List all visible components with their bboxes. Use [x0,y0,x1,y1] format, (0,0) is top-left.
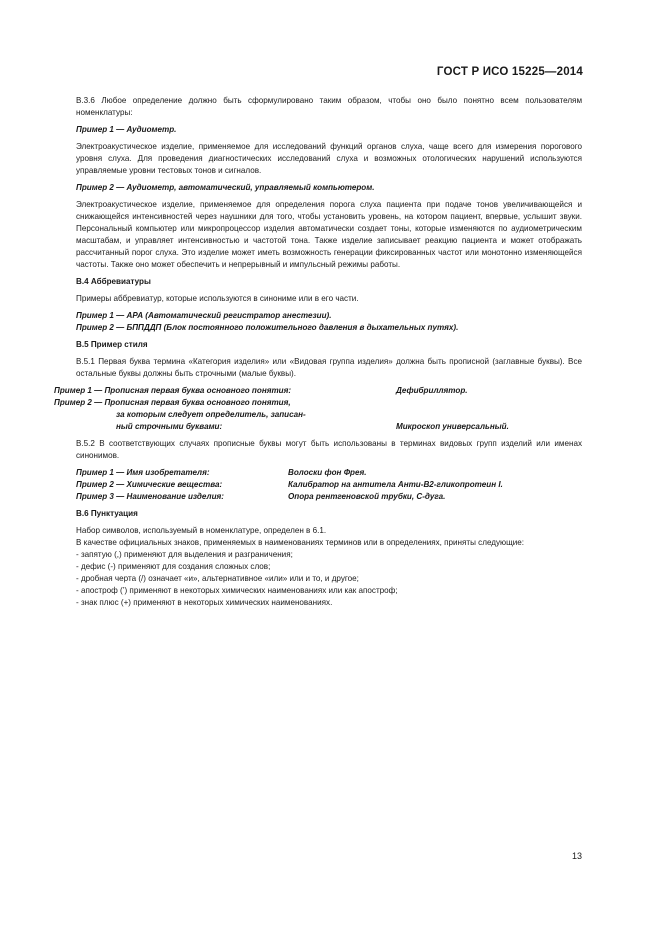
style-example-1-left: Пример 1 — Прописная первая буква основного понятия: [54,386,292,395]
section-b6-title: В.6 Пунктуация [76,509,138,518]
section-b6-para1: Набор символов, используемый в номенклатуре, определен в 6.1. [76,526,327,535]
style-example-2-left-line3: ный строчными буквами: [116,422,223,431]
page-number: 13 [571,851,582,861]
list-item: - дробная черта (/) означает «и», альтернативное «или» или и то, и другое; [76,574,359,583]
section-b4-intro: Примеры аббревиатур, которые используются в синониме или в его части. [76,294,359,303]
list-item: - знак плюс (+) применяют в некоторых химических наименованиях. [76,598,333,607]
section-b4-title: В.4 Аббревиатуры [76,277,151,286]
table-row [76,467,582,479]
capital-example-1-left: Пример 1 — Имя изобретателя: [76,468,210,477]
capital-example-1-right: Волоски фон Фрея. [288,468,367,477]
section-b5-para2: В.5.2 В соответствующих случаях прописные буквы могут быть использованы в терминах видовых групп изделий или именах синонимов. [76,439,582,460]
table-row [76,491,582,503]
document-code-header: ГОСТ Р ИСО 15225—2014 [436,66,583,78]
abbrev-example-1: Пример 1 — АРА (Автоматический регистратор анестезии). [76,311,332,320]
list-item: - дефис (-) применяют для создания сложных слов; [76,562,271,571]
punctuation-list [76,549,582,609]
document-body [54,95,583,609]
section-b5-title: В.5 Пример стиля [76,340,148,349]
abbrev-example-2: Пример 2 — БППДДП (Блок постоянного положительного давления в дыхательных путях). [76,323,459,332]
example-1-title: Пример 1 — Аудиометр. [76,125,177,134]
capital-example-2-right: Калибратор на антитела Анти-В2-гликопротеин I. [288,480,503,489]
para-b36 [76,95,582,119]
capital-example-3-right: Опора рентгеновской трубки, С-дуга. [288,492,446,501]
style-example-2-left [54,397,396,433]
style-example-1-right: Дефибриллятор. [396,386,468,395]
style-example-table-1 [54,385,582,433]
list-item: - апостроф (’) применяют в некоторых химических наименованиях или как апостроф; [76,586,398,595]
example-2-title: Пример 2 — Аудиометр, автоматический, управляемый компьютером. [76,183,375,192]
table-row [76,479,582,491]
style-example-table-2 [76,467,582,503]
example-1-text: Электроакустическое изделие, применяемое для исследований функций органов слуха, чаще всего для измерения порогового уровня слуха. Для проведения диагностических исследований слуха и возможных отологических нарушений используются управляемые уровни тестовых тонов и сигналов. [76,142,582,175]
example-2-text: Электроакустическое изделие, применяемое для определения порога слуха пациента при подаче тонов увеличивающейся и снижающейся интенсивностей через наушники для того, чтобы установить уровень, на котором пациент, впервые, услышит звуки. Персональный компьютер или микропроцессор изделия автоматически создает тоны, которые изменяются по аудиометрическим масштабам, и управляет интенсивностью и частотой тона. Также изделие записывает реакцию пациента и может отображать рассчитанный порог слуха. Это изделие может иметь возможность генерации фиксированных частот или монотонно изменяющейся частоты. Также оно может обеспечить и непрерывный и импульсный режимы работы. [76,200,582,269]
section-b5-para1: В.5.1 Первая буква термина «Категория изделия» или «Видовая группа изделия» должна быть прописной (заглавные буквы). Все остальные буквы должны быть строчными (малые буквы). [76,357,582,378]
list-item: - запятую (,) применяют для выделения и разграничения; [76,550,293,559]
style-example-2-right: Микроскоп универсальный. [396,422,509,431]
style-example-2-left-line1: Пример 2 — Прописная первая буква основного понятия, [54,398,291,407]
table-row [54,397,582,433]
capital-example-3-left: Пример 3 — Наименование изделия: [76,492,224,501]
para-b36-line1: В.3.6 Любое определение должно быть сформулировано таким образом, чтобы оно было понятно всем [76,96,519,105]
style-example-2-left-line2: за которым следует определитель, записан- [116,410,306,419]
table-row [54,385,582,397]
para-b36-line2: пользователям номенклатуры: [76,96,583,117]
capital-example-2-left: Пример 2 — Химические вещества: [76,480,223,489]
section-b6-para2: В качестве официальных знаков, применяемых в наименованиях терминов или в определениях, приняты следующие: [76,538,525,547]
